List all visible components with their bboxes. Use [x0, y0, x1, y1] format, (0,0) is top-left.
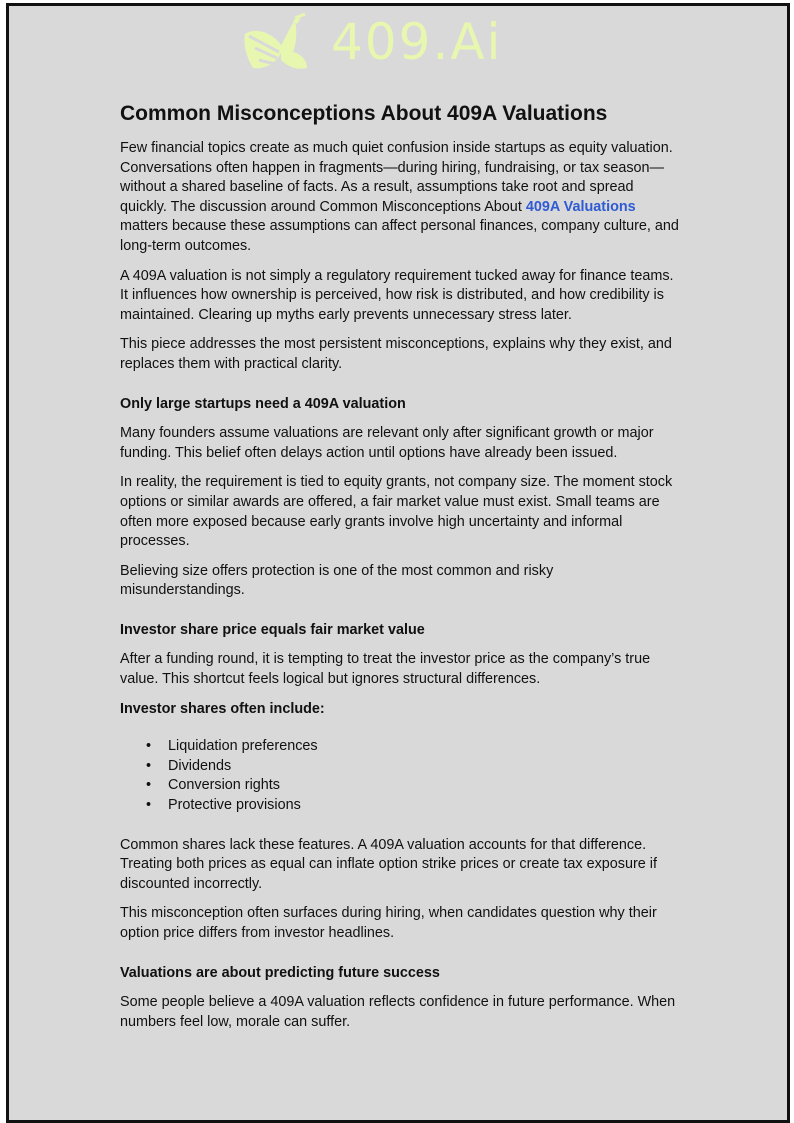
bullet-icon: • [146, 738, 152, 755]
bullet-icon: • [146, 777, 152, 794]
list-item-text: Conversion rights [168, 777, 280, 794]
section-2-heading: Investor share price equals fair market value [120, 621, 425, 638]
409a-valuations-link[interactable]: 409A Valuations [525, 198, 636, 215]
bullet-icon: • [146, 797, 152, 814]
intro-text-after-link: matters because these assumptions can affect personal finances, company culture, and long-term outcomes. [120, 218, 679, 254]
section-2-subheading: Investor shares often include: [120, 700, 325, 717]
leaf-bird-icon [235, 12, 327, 76]
list-item [146, 776, 680, 796]
list-item [146, 737, 680, 757]
logo [235, 12, 535, 76]
section-3-paragraph-1: Some people believe a 409A valuation reflects confidence in future performance. When numbers feel low, morale can suffer. [120, 994, 676, 1030]
section-2-paragraph-1: After a funding round, it is tempting to treat the investor price as the company’s true value. This shortcut feels logical but ignores structural differences. [120, 651, 651, 688]
list-item-text: Protective provisions [168, 797, 301, 814]
article [120, 100, 680, 1042]
intro-text-before-link: Few financial topics create as much quiet confusion inside startups as equity valuation. Conversations often happen in fragments—during hiring, fundraising, or tax season—without a shared baseline of facts. As a result, assumptions take root and spread quickly. The discussion around Common Misconceptions About [120, 140, 673, 215]
section-3-heading: Valuations are about predicting future success [120, 964, 440, 981]
section-2-paragraph-3: This misconception often surfaces during hiring, when candidates question why their option price differs from investor headlines. [120, 905, 657, 941]
logo-text: 409.Ai [331, 13, 503, 71]
bullet-icon: • [146, 757, 152, 774]
investor-features-list [120, 737, 680, 815]
article-title: Common Misconceptions About 409A Valuations [120, 102, 608, 125]
list-item-text: Liquidation preferences [168, 738, 318, 755]
document-page [6, 3, 790, 1123]
section-2-paragraph-2: Common shares lack these features. A 409A valuation accounts for that difference. Treating both prices as equal can inflate option strike prices or create tax exposure if discounted incorrectly. [120, 836, 657, 892]
list-item-text: Dividends [168, 757, 232, 774]
section-1-paragraph-1: Many founders assume valuations are relevant only after significant growth or major funding. This belief often delays action until options have already been issued. [120, 425, 654, 461]
intro-paragraph-1 [120, 139, 680, 257]
intro-paragraph-3: This piece addresses the most persistent misconceptions, explains why they exist, and replaces them with practical clarity. [120, 336, 672, 372]
section-1-paragraph-2: In reality, the requirement is tied to equity grants, not company size. The moment stock options or similar awards are offered, a fair market value must exist. Small teams are often more exposed because early grants involve high uncertainty and informal processes. [120, 474, 673, 550]
section-1-heading: Only large startups need a 409A valuation [120, 395, 406, 412]
list-item [146, 796, 680, 816]
list-item [146, 757, 680, 777]
intro-paragraph-2: A 409A valuation is not simply a regulatory requirement tucked away for finance teams. It influences how ownership is perceived, how risk is distributed, and how credibility is maintained. Clearing up myths early prevents unnecessary stress later. [120, 267, 674, 323]
section-1-paragraph-3: Believing size offers protection is one of the most common and risky misunderstandings. [120, 562, 554, 599]
